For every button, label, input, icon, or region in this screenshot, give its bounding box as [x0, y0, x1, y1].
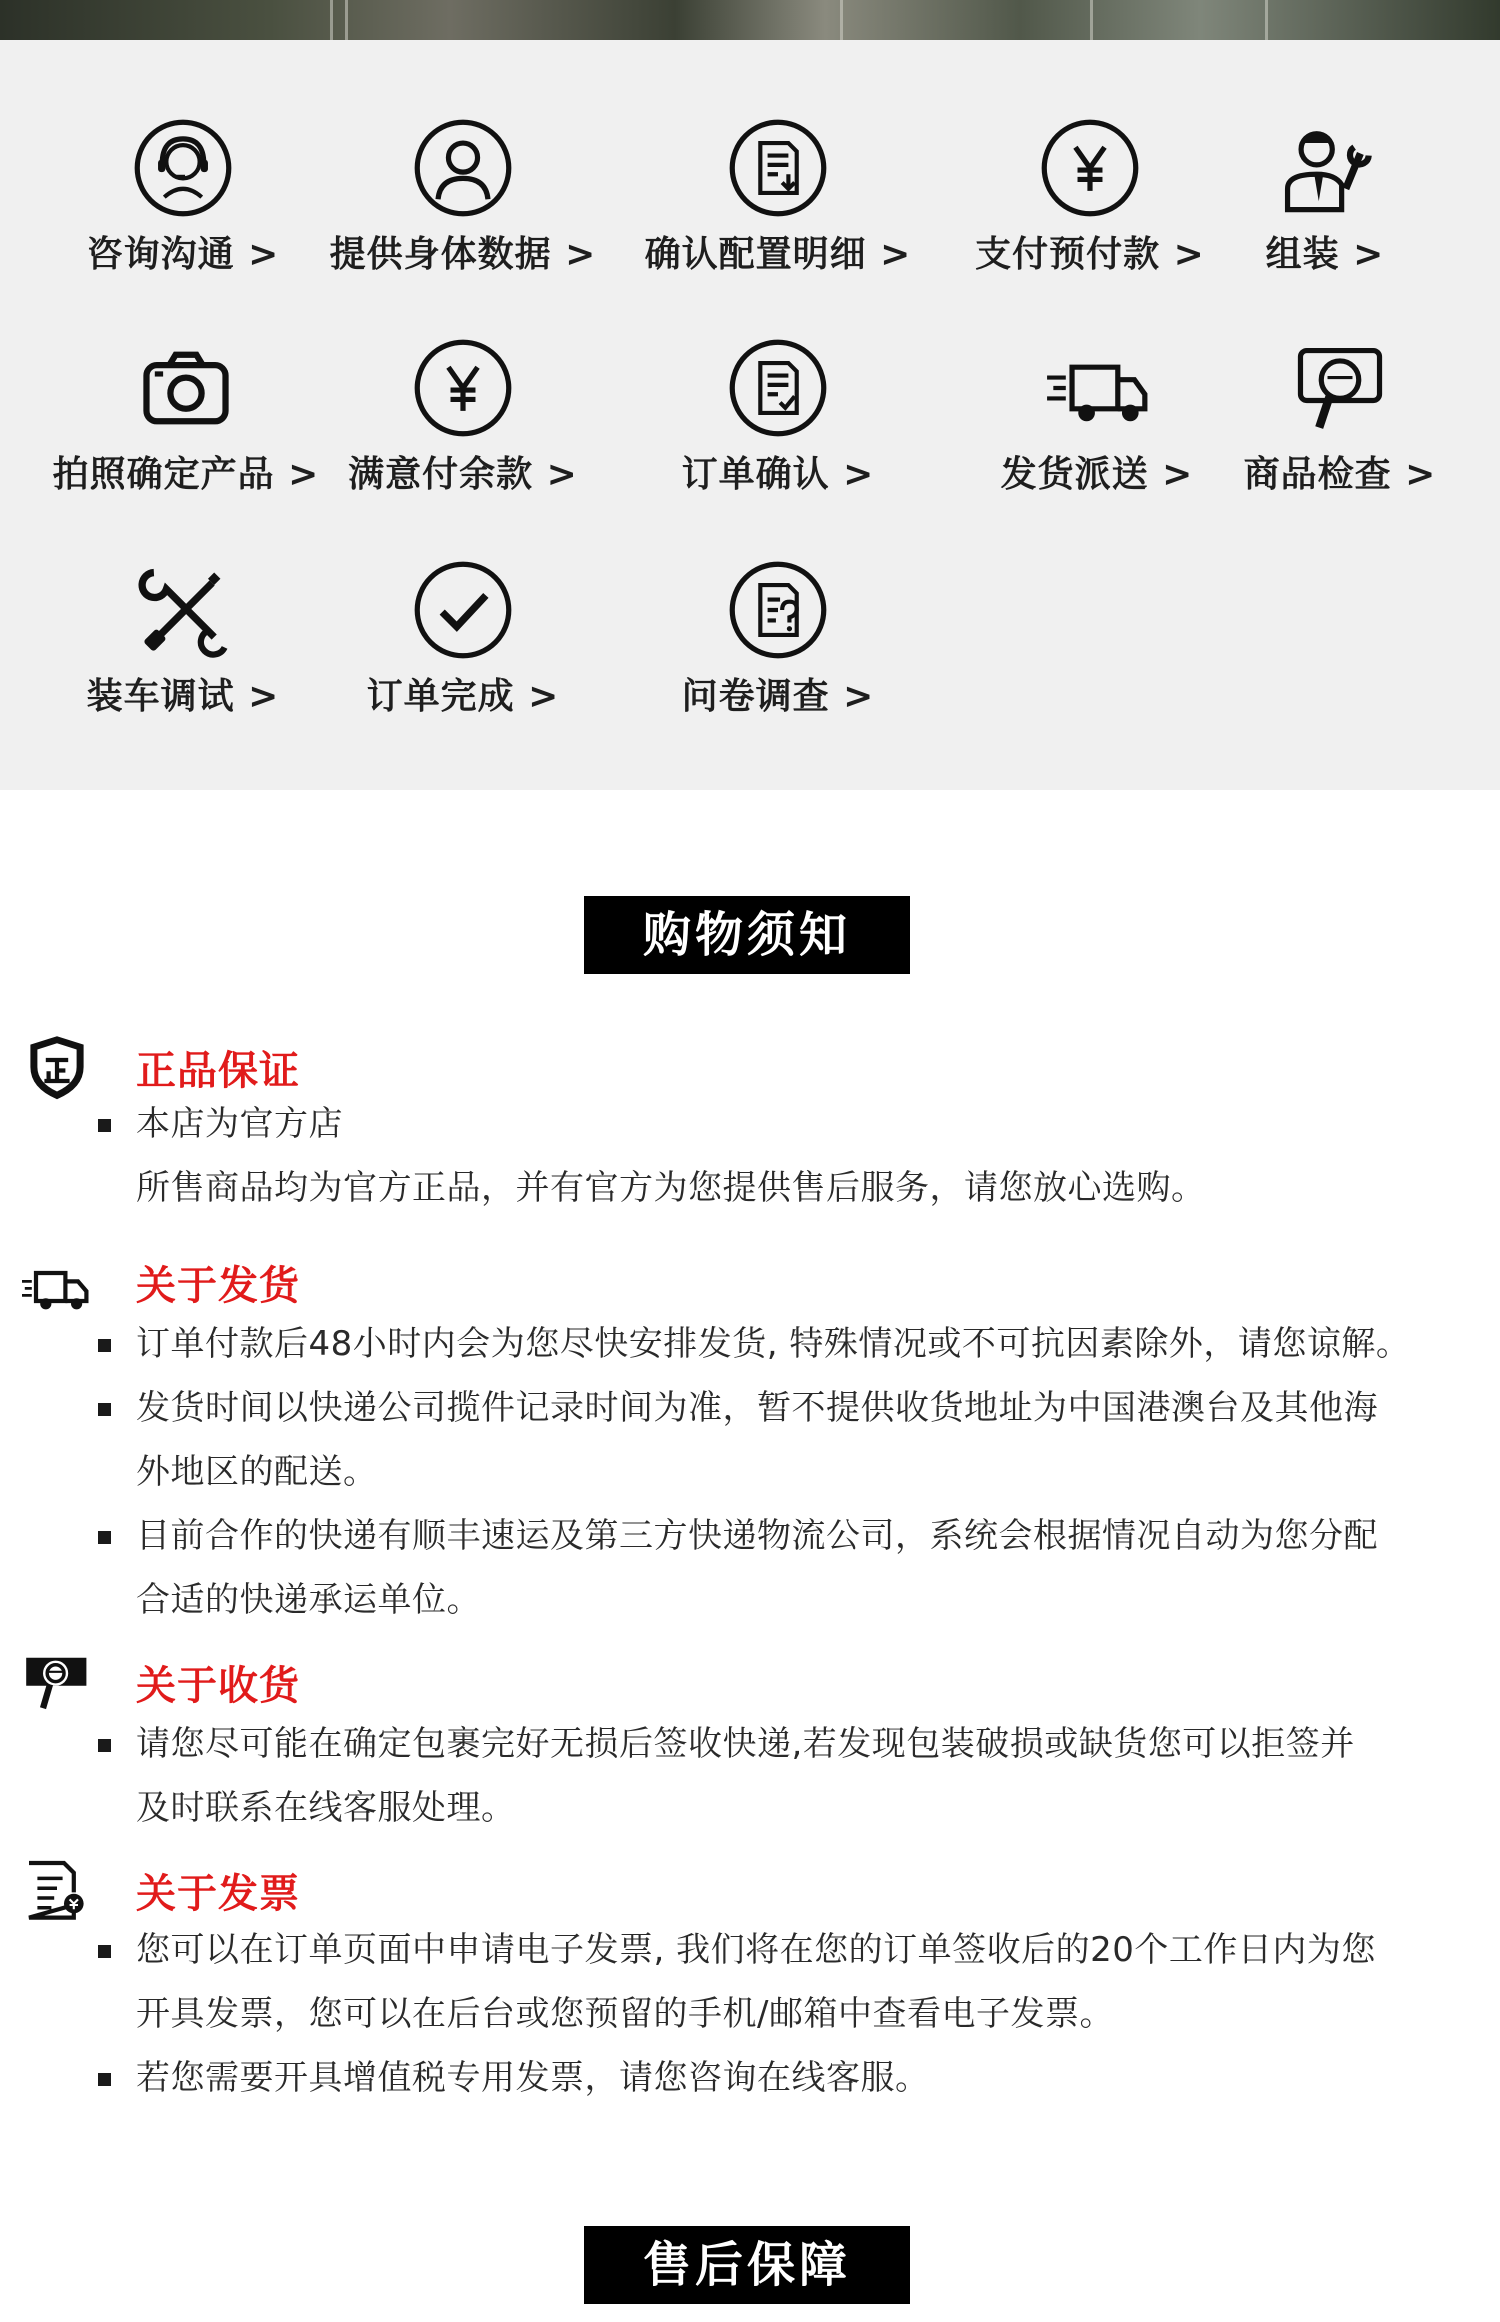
process-step-label: 提供身体数据 > [329, 234, 597, 275]
process-step-photo-confirm [36, 336, 336, 516]
notice-title: 关于收货 [136, 1663, 300, 1709]
mechanic-wrench-icon [1273, 116, 1377, 220]
delivery-truck-icon [1045, 336, 1149, 440]
process-step-label: 装车调试 > [86, 676, 280, 717]
notice-line: 您可以在订单页面中申请电子发票, 我们将在您的订单签收后的20个工作日内为您 [136, 1918, 1488, 1982]
tools-cross-icon [131, 558, 235, 662]
notice-title: 关于发货 [136, 1263, 300, 1309]
genuine-shield-icon [22, 1032, 92, 1102]
notice-line: 所售商品均为官方正品，并有官方为您提供售后服务，请您放心选购。 [136, 1168, 1206, 1208]
yen-coin-icon [411, 336, 515, 440]
process-step-consult [33, 116, 333, 296]
process-step-label: 订单完成 > [366, 676, 560, 717]
notice-lines [136, 1918, 1488, 2110]
notice-line: 请您尽可能在确定包裹完好无损后签收快递,若发现包装破损或缺货您可以拒签并 [136, 1712, 1488, 1776]
process-step-pay-balance [313, 336, 613, 516]
magnifier-inspect-icon [1288, 336, 1392, 440]
document-download-icon [726, 116, 830, 220]
process-step-order-complete [313, 558, 613, 738]
notice-title: 关于发票 [136, 1871, 300, 1917]
notice-line: 外地区的配送。 [136, 1452, 378, 1492]
notice-lines [136, 1712, 1488, 1840]
document-check-icon [726, 336, 830, 440]
customer-service-icon [131, 116, 235, 220]
notice-lines [136, 1092, 1488, 1220]
notice-line: 开具发票，您可以在后台或您预留的手机/邮箱中查看电子发票。 [136, 1994, 1114, 2034]
yen-coin-icon [1038, 116, 1142, 220]
process-step-label: 拍照确定产品 > [52, 454, 320, 495]
product-photo-strip [0, 0, 1500, 40]
notice-line: 本店为官方店 [136, 1092, 1488, 1156]
receive-inspect-icon [22, 1648, 92, 1718]
process-step-label: 问卷调查 > [681, 676, 875, 717]
process-step-order-confirm [628, 336, 928, 516]
notice-line: 目前合作的快递有顺丰速运及第三方快递物流公司，系统会根据情况自动为您分配 [136, 1504, 1488, 1568]
process-step-label: 支付预付款 > [975, 234, 1205, 275]
notice-lines [136, 1312, 1488, 1632]
process-step-install-tune [33, 558, 333, 738]
camera-icon [134, 336, 238, 440]
process-step-label: 商品检查 > [1243, 454, 1437, 495]
notice-line: 发货时间以快递公司揽件记录时间为准，暂不提供收货地址为中国港澳台及其他海 [136, 1376, 1488, 1440]
notice-line: 若您需要开具增值税专用发票，请您咨询在线客服。 [136, 2046, 1488, 2110]
process-step-confirm-config [628, 116, 928, 296]
process-step-label: 满意付余款 > [348, 454, 578, 495]
user-profile-icon [411, 116, 515, 220]
questionnaire-icon [726, 558, 830, 662]
invoice-icon [22, 1856, 92, 1926]
notice-line: 合适的快递承运单位。 [136, 1580, 481, 1620]
process-step-survey [628, 558, 928, 738]
shipping-truck-icon [22, 1252, 92, 1322]
checkmark-circle-icon [411, 558, 515, 662]
process-step-label: 订单确认 > [681, 454, 875, 495]
after-sales-banner: 售后保障 [584, 2226, 910, 2304]
process-step-label: 发货派送 > [1000, 454, 1194, 495]
order-process-panel [0, 40, 1500, 790]
notice-line: 订单付款后48小时内会为您尽快安排发货, 特殊情况或不可抗因素除外，请您谅解。 [136, 1312, 1488, 1376]
shopping-notice-banner: 购物须知 [584, 896, 910, 974]
process-step-assemble [1175, 116, 1475, 296]
process-step-inspect [1190, 336, 1490, 516]
process-step-label: 确认配置明细 > [644, 234, 912, 275]
process-step-label: 组装 > [1265, 234, 1385, 275]
process-step-body-data [313, 116, 613, 296]
notice-line: 及时联系在线客服处理。 [136, 1788, 516, 1828]
process-step-label: 咨询沟通 > [86, 234, 280, 275]
notice-title: 正品保证 [136, 1048, 300, 1094]
